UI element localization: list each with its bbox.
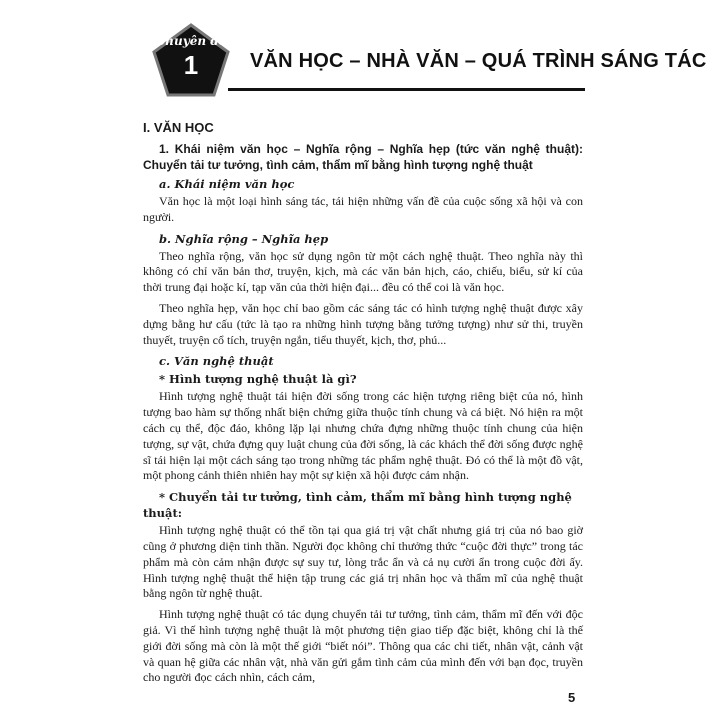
header-divider [228, 88, 585, 91]
subheading-b: b. Nghĩa rộng – Nghĩa hẹp [159, 231, 329, 246]
paragraph-b1: Theo nghĩa rộng, văn học sử dụng ngôn từ một cách nghệ thuật. Theo nghĩa này thì không có chỉ văn bản thơ, truyện, kịch, mà các văn bản hịch, cáo, chiếu, biểu, sử kí của thời trung đại hoặc kí, tạp văn của thời hiện đại... đều có thể coi là văn học. [143, 248, 583, 295]
chapter-title: VĂN HỌC – NHÀ VĂN – QUÁ TRÌNH SÁNG TÁC [250, 50, 707, 72]
paragraph-a: Văn học là một loại hình sáng tác, tái hiện những vấn đề của cuộc sống xã hội và con người. [143, 194, 583, 224]
subheading-c: c. Văn nghệ thuật [159, 354, 274, 369]
paragraph-c2: Hình tượng nghệ thuật có thể tồn tại qua giá trị vật chất nhưng giá trị của nó bao giờ cũng ở phương diện tinh thần. Người đọc không chỉ thưởng thức “cuộc đời thực” trong tác phẩm mà còn cảm nhận được sự suy tư, lòng trắc ẩn và cả nụ cười ẩn trong cuộc đời ấy. Hình tượng nghệ thuật thể hiện tập trung các giá trị nhân học và thẩm mĩ của nghệ thuật bằng ngôn từ nghệ thuật. [143, 523, 583, 601]
bullet-heading-1: * Hình tượng nghệ thuật là gì? [159, 372, 357, 387]
paragraph-b2: Theo nghĩa hẹp, văn học chỉ bao gồm các sáng tác có hình tượng nghệ thuật được xây dựng bằng hư cấu (tức là tạo ra những hình tượng bằng tưởng tượng) như sử thi, truyền thuyết, truyện cổ tích, truyện ngắn, tiểu thuyết, kịch, thơ, phú... [143, 300, 583, 347]
section-heading: I. VĂN HỌC [143, 120, 214, 135]
bullet-heading-2: * Chuyển tải tư tưởng, tình cảm, thẩm mĩ bằng hình tượng nghệ thuật: [143, 490, 572, 521]
item-heading: 1. Khái niệm văn học – Nghĩa rộng – Nghĩa hẹp (tức văn nghệ thuật): Chuyển tải tư tưởng, tình cảm, thẩm mĩ bằng hình tượng nghệ thuật [143, 142, 583, 172]
chapter-badge-label: Chuyên đề [155, 34, 227, 48]
paragraph-c1: Hình tượng nghệ thuật tái hiện đời sống trong các hiện tượng riêng biệt của nó, hình tượng bao hàm sự thống nhất biện chứng giữa thuộc tính chung và cá biệt. Nó hiện ra một cách cụ thể, độc đáo, không lặp lại nhưng chứa đựng những thuộc tính chung của hiện tượng, sự vật, chứa đựng quy luật chung của đời sống, là các khách thể đời sống được nghệ sĩ tái hiện lại một cách sáng tạo trong những tác phẩm nghệ thuật. Đó có thể là một đồ vật, một phong cảnh thiên nhiên hay một sự kiện xã hội được cảm nhận. [143, 389, 583, 483]
page-number: 5 [568, 690, 576, 705]
subheading-a: a. Khái niệm văn học [159, 177, 295, 191]
paragraph-c3: Hình tượng nghệ thuật có tác dụng chuyển tải tư tưởng, tình cảm, thẩm mĩ đến với độc giả. Vì thế hình tượng nghệ thuật là một phương tiện giao tiếp đặc biệt, không chỉ là thế giới đời sống mà còn là một thế giới “biết nói”. Thông qua các chi tiết, nhân vật, cảnh vật và quan hệ giữa các nhân vật, nhà văn gửi gắm tình cảm của mình đến với bạn đọc, truyền cho người đọc cách nhìn, cách cảm, [143, 607, 583, 685]
chapter-badge-number: 1 [183, 50, 199, 80]
page-body [143, 120, 583, 691]
